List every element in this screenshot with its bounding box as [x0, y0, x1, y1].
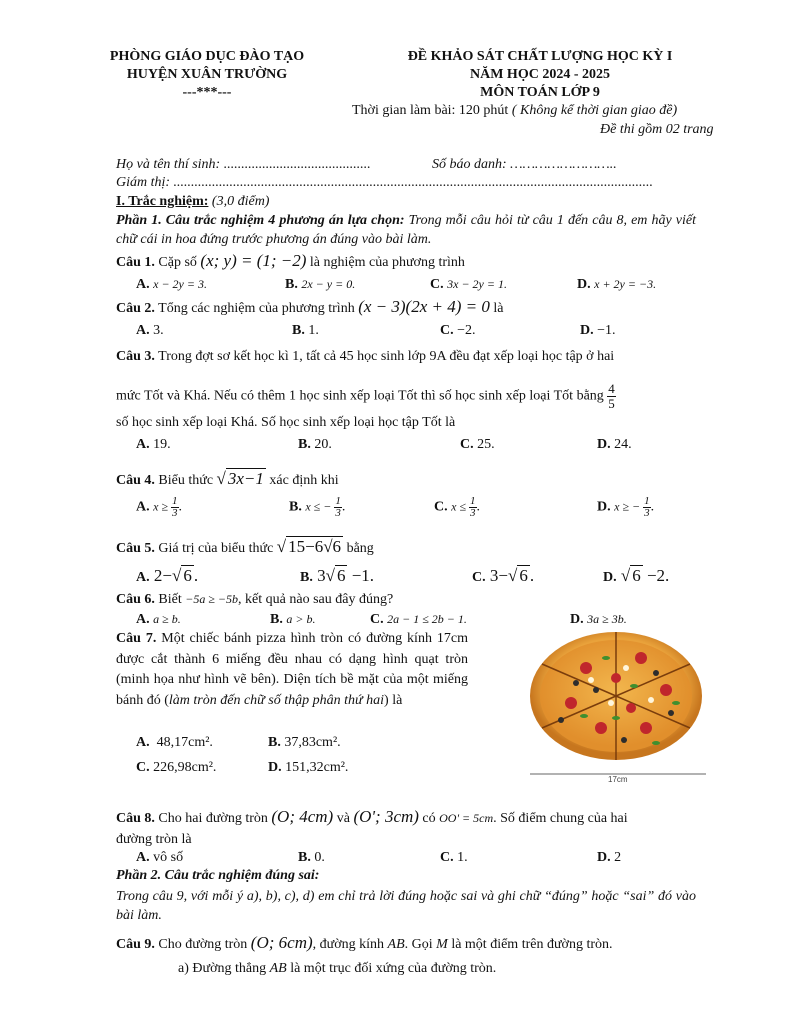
q4-option-a: A. x ≥ $\frac{1}{3}$ . [136, 495, 183, 519]
q8-stem: Câu 8. Cho hai đường tròn (O; 4cm) và (O'; 3cm) có OO' = 5cm. Số điểm chung của hai [116, 807, 628, 826]
part2-desc: Trong câu 9, với mỗi ý a), b), c), d) em chỉ trả lời đúng hoặc sai và ghi chữ “đúng” hoặc “sai” đó vào bài làm. [116, 889, 696, 923]
q5-radicand: 15−6√6 [288, 537, 342, 556]
q8-option-b: B. 0. [298, 850, 325, 865]
q6-option-c: C. 2a − 1 ≤ 2b − 1. [370, 612, 467, 627]
q5-option-c: C. 3−√ 6 . [472, 566, 535, 585]
q3-line2: mức Tốt và Khá. Nếu có thêm 1 học sinh xếp loại Tốt thì số học sinh xếp loại Tốt bằng $\frac{4}{5}$ [116, 381, 615, 411]
time-note: ( Không kể thời gian giao đề) [511, 103, 678, 118]
q2-stem [116, 298, 503, 318]
q1-option-c: C. 3x − 2y = 1. [430, 277, 507, 292]
part1-intro [116, 211, 696, 249]
q5-option-a: A. 2−√ 6 . [136, 566, 199, 585]
time-label: Thời gian làm bài: 120 phút [352, 103, 512, 118]
part2-title: Phần 2. Câu trắc nghiệm đúng sai: [116, 868, 320, 883]
q4-stem: Câu 4. Biểu thức √ 3x−1 xác định khi [116, 469, 339, 488]
subject: MÔN TOÁN LỚP 9 [480, 85, 600, 100]
q3-option-d: D. 24. [597, 437, 632, 452]
section1-title: I. Trắc nghiệm: [116, 194, 209, 209]
pizza-illustration [516, 628, 720, 788]
pages-note: Đề thi gồm 02 trang [600, 122, 714, 137]
q2-option-d: D. −1. [580, 323, 616, 338]
pizza-diameter-label: 17cm [608, 775, 628, 784]
q3-fraction: $\frac{4}{5}$ [608, 381, 615, 411]
q3-option-b: B. 20. [298, 437, 332, 452]
q6-option-d: D. 3a ≥ 3b. [570, 612, 627, 627]
q1-stem [116, 252, 465, 272]
q1-label: Câu 1. [116, 255, 155, 270]
q2-option-a: A. 3. [136, 323, 164, 338]
section1-points: (3,0 điểm) [208, 194, 270, 209]
school-year: NĂM HỌC 2024 - 2025 [470, 67, 610, 82]
q4-option-c: C. x ≤ $\frac{1}{3}$ . [434, 495, 481, 519]
q8-option-c: C. 1. [440, 850, 468, 865]
q3-option-a: A. 19. [136, 437, 171, 452]
q5-stem: Câu 5. Giá trị của biểu thức √ 15−6√6 bằng [116, 537, 374, 556]
q3-line1: Câu 3. Trong đợt sơ kết học kì 1, tất cả 45 học sinh lớp 9A đều đạt xếp loại học tập ở hai [116, 349, 615, 364]
q9-item-a: a) Đường thẳng AB là một trục đối xứng của đường tròn. [178, 961, 497, 976]
part1-title: Phần 1. Câu trắc nghiệm 4 phương án lựa chọn: [116, 213, 405, 228]
q7-stem: Câu 7. Một chiếc bánh pizza hình tròn có đường kính 17cm được cắt thành 6 miếng đều nhau có dạng hình quạt tròn (minh họa như hình vẽ bên). Diện tích bề mặt của một miếng bánh đó (làm tròn đến chữ số thập phân thứ hai) là [116, 631, 468, 708]
q4-label: Câu 4. [116, 473, 155, 488]
candidate-id-field: Số báo danh: …………………….. [432, 157, 617, 172]
q1-option-d: D. x + 2y = −3. [577, 277, 657, 292]
q5-option-b: B. 3√ 6 −1. [300, 566, 375, 585]
q6-math: −5a ≥ −5b [185, 592, 239, 606]
q6-stem: Câu 6. Biết −5a ≥ −5b, kết quả nào sau đây đúng? [116, 592, 394, 607]
q8-label: Câu 8. [116, 811, 155, 826]
dept-line1: PHÒNG GIÁO DỤC ĐÀO TẠO [109, 49, 305, 64]
candidate-name-field: Họ và tên thí sinh: .......................................... [116, 157, 371, 172]
q2-math: (x − 3)(2x + 4) = 0 [358, 297, 490, 316]
q7-label: Câu 7. [116, 631, 157, 646]
q2-option-c: C. −2. [440, 323, 476, 338]
q5-option-d: D. √ 6 −2. [603, 566, 670, 585]
q1-text-b: là nghiệm của phương trình [306, 255, 465, 270]
q3-line3: số học sinh xếp loại Khá. Số học sinh xếp loại học tập Tốt là [116, 415, 456, 430]
section1-heading [116, 193, 269, 211]
q6-label: Câu 6. [116, 592, 155, 607]
q4-option-d: D. x ≥ − $\frac{1}{3}$ . [597, 495, 655, 519]
q7-option-b: B. 37,83cm². [268, 735, 341, 750]
dept-line2: HUYỆN XUÂN TRƯỜNG [126, 67, 288, 82]
q3-label: Câu 3. [116, 349, 155, 364]
q1-math: (x; y) = (1; −2) [200, 251, 307, 270]
q1-text-a: Cặp số [154, 255, 201, 270]
q1-option-a: A. x − 2y = 3. [136, 277, 207, 292]
dept-line3: ---***--- [182, 85, 232, 100]
department-block [72, 48, 342, 102]
q5-label: Câu 5. [116, 541, 155, 556]
q4-option-b: B. x ≤ − $\frac{1}{3}$ . [289, 495, 346, 519]
part1-desc: Trong mỗi câu hỏi từ câu 1 đến câu 8, em hãy viết chữ cái in hoa đứng trước phương án đúng vào bài làm. [116, 213, 696, 247]
q7-option-d: D. 151,32cm². [268, 760, 349, 775]
q6-option-a: A. a ≥ b. [136, 612, 181, 627]
q9-stem: Câu 9. Cho đường tròn (O; 6cm), đường kính AB. Gọi M là một điểm trên đường tròn. [116, 933, 613, 952]
q1-option-b: B. 2x − y = 0. [285, 277, 356, 292]
q2-text-a: Tổng các nghiệm của phương trình [154, 301, 359, 316]
q8-option-d: D. 2 [597, 850, 622, 865]
q2-option-b: B. 1. [292, 323, 319, 338]
proctor-field: Giám thị: ......................................................................................................................................... [116, 175, 654, 190]
q3-option-c: C. 25. [460, 437, 495, 452]
q7-option-a: A. 48,17cm². [136, 735, 213, 750]
q6-option-b: B. a > b. [270, 612, 316, 627]
pizza-figure [516, 628, 720, 788]
exam-title-block [365, 48, 715, 102]
time-line [352, 102, 677, 120]
q2-label: Câu 2. [116, 301, 155, 316]
q7-option-c: C. 226,98cm². [136, 760, 217, 775]
q8-line2: đường tròn là [116, 832, 192, 847]
q9-label: Câu 9. [116, 937, 155, 952]
exam-title: ĐỀ KHẢO SÁT CHẤT LƯỢNG HỌC KỲ I [407, 49, 673, 64]
q8-option-a: A. vô số [136, 850, 184, 865]
q4-radicand: 3x−1 [227, 469, 264, 488]
q2-text-b: là [489, 301, 504, 316]
